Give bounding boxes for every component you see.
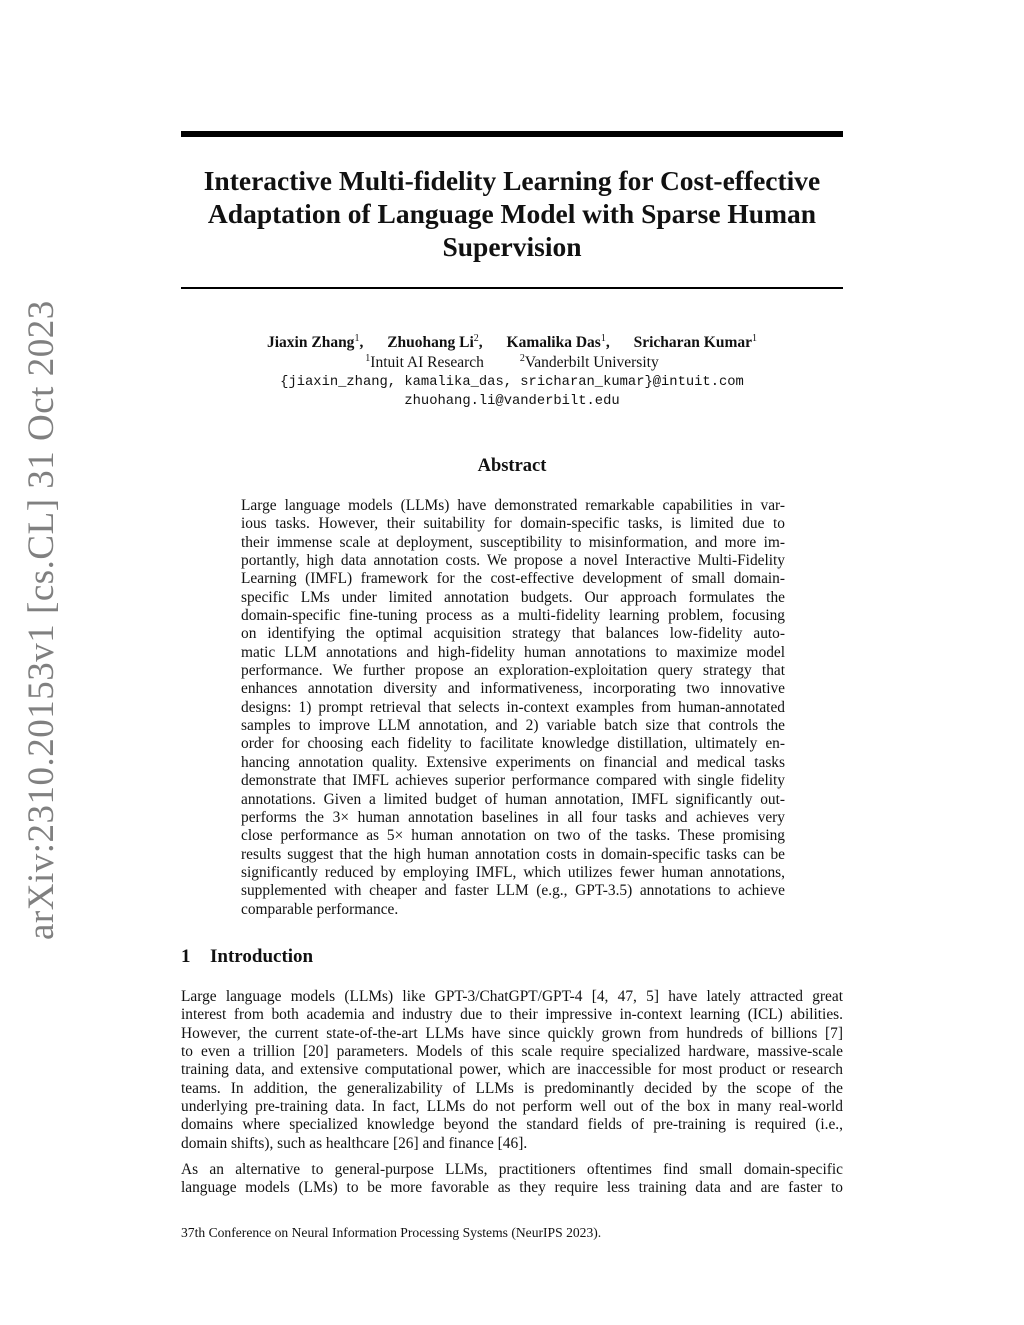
paper-title xyxy=(181,164,843,263)
paragraph-line: interest from both academia and industry due to their impressive in-context learning (ICL) abilities. xyxy=(181,1006,843,1024)
affiliation: $^1$Intuit AI Research xyxy=(365,352,484,371)
intro-paragraph xyxy=(181,988,843,1153)
section-title: Introduction xyxy=(210,946,314,967)
paragraph-line: domain shifts), such as healthcare [26] and finance [46]. xyxy=(181,1134,528,1152)
section-heading xyxy=(181,946,313,968)
conference-footnote: 37th Conference on Neural Information Processing Systems (NeurIPS 2023). xyxy=(181,1225,602,1240)
abstract-line: ious tasks. However, their suitability for domain-specific tasks, is limited due to xyxy=(241,515,785,533)
abstract-line: close performance as 5× human annotation on two of the tasks. These promising xyxy=(241,827,785,845)
abstract-line: performs the 3× human annotation baselines in all four tasks and achieves very xyxy=(241,808,785,826)
intro-paragraph xyxy=(181,1161,843,1198)
paragraph-line: teams. In addition, the generalizability of LLMs is predominantly decided by the scope of the xyxy=(181,1079,843,1097)
abstract-line: demonstrate that IMFL achieves superior performance compared with single fidelity xyxy=(241,772,785,790)
abstract-heading: Abstract xyxy=(477,456,547,476)
paragraph-line: domains where specialized knowledge beyond the standard fields of pre-training is required (i.e., xyxy=(181,1116,843,1134)
title-top-rule xyxy=(181,131,843,137)
abstract-line: comparable performance. xyxy=(241,900,399,918)
abstract-line: on identifying the optimal acquisition strategy that balances low-fidelity auto- xyxy=(241,625,785,643)
abstract-line: domain-specific fine-tuning process as a multi-fidelity learning problem, focusing xyxy=(241,607,785,625)
author-email: {jiaxin_zhang, kamalika_das, sricharan_kumar}@intuit.com xyxy=(280,375,744,390)
affiliation-list xyxy=(181,353,843,372)
author: Kamalika Das$^1$, xyxy=(506,332,610,351)
abstract-line: designs: 1) prompt retrieval that selects in-context examples from human-annotated xyxy=(241,698,785,716)
paragraph-line: However, the current state-of-the-art LLMs have since quickly grown from hundreds of billions [7] xyxy=(181,1024,843,1042)
author: Jiaxin Zhang$^1$, xyxy=(267,332,364,351)
paragraph-line: Large language models (LLMs) like GPT-3/ChatGPT/GPT-4 [4, 47, 5] have lately attracted great xyxy=(181,988,843,1005)
title-line: Interactive Multi-fidelity Learning for Cost-effective xyxy=(203,165,821,196)
abstract-body xyxy=(241,497,785,919)
abstract-line: portantly, high data annotation costs. We propose a novel Interactive Multi-Fidelity xyxy=(241,552,785,570)
abstract-line: matic LLM annotations and high-fidelity human annotations to maximize model xyxy=(241,643,785,661)
abstract-line: their immense scale at deployment, susceptibility to misinformation, and more im- xyxy=(241,533,785,551)
affiliation: $^2$Vanderbilt University xyxy=(519,352,659,371)
author-email: zhuohang.li@vanderbilt.edu xyxy=(404,394,620,409)
abstract-line: hancing annotation quality. Extensive experiments on financial and medical tasks xyxy=(241,753,785,771)
abstract-line: annotations. Given a limited budget of human annotation, IMFL significantly out- xyxy=(241,790,785,808)
section-number: 1 xyxy=(181,946,191,967)
title-line: Adaptation of Language Model with Sparse Human xyxy=(207,198,817,229)
abstract-line: order for choosing each fidelity to facilitate knowledge distillation, ultimately en- xyxy=(241,735,785,753)
abstract-line: Learning (IMFL) framework for the cost-effective development of small domain- xyxy=(241,570,785,588)
author: Zhuohang Li$^2$, xyxy=(387,332,483,351)
abstract-line: significantly reduced by employing IMFL, which utilizes fewer human annotations, xyxy=(241,863,785,881)
paragraph-line: training data, and extensive computational power, which are inaccessible for most product or research xyxy=(181,1061,843,1079)
arxiv-stamp: arXiv:2310.20153v1 [cs.CL] 31 Oct 2023 xyxy=(21,300,62,940)
abstract-line: results suggest that the high human annotation costs in domain-specific tasks can be xyxy=(241,845,785,863)
abstract-line: supplemented with cheaper and faster LLM (e.g., GPT-3.5) annotations to achieve xyxy=(241,882,785,900)
abstract-line: enhances annotation diversity and informativeness, incorporating two innovative xyxy=(241,680,785,698)
title-line: Supervision xyxy=(442,231,582,262)
abstract-line: samples to improve LLM annotation, and 2) variable batch size that controls the xyxy=(241,717,785,735)
author-list xyxy=(181,333,843,353)
paragraph-line: language models (LMs) to be more favorable as they require less training data and are faster to xyxy=(181,1179,843,1197)
abstract-line: performance. We further propose an exploration-exploitation query strategy that xyxy=(241,662,785,680)
author: Sricharan Kumar$^1$ xyxy=(633,332,757,351)
title-bottom-rule xyxy=(181,287,843,289)
paragraph-line: underlying pre-training data. In fact, LLMs do not perform well out of the box in many real-world xyxy=(181,1098,843,1116)
paragraph-line: As an alternative to general-purpose LLMs, practitioners oftentimes find small domain-specific xyxy=(181,1161,843,1178)
paragraph-line: to even a trillion [20] parameters. Models of this scale require specialized hardware, massive-scale xyxy=(181,1043,843,1061)
abstract-line: Large language models (LLMs) have demonstrated remarkable capabilities in var- xyxy=(241,497,785,514)
abstract-line: specific LMs under limited annotation budgets. Our approach formulates the xyxy=(241,588,785,606)
